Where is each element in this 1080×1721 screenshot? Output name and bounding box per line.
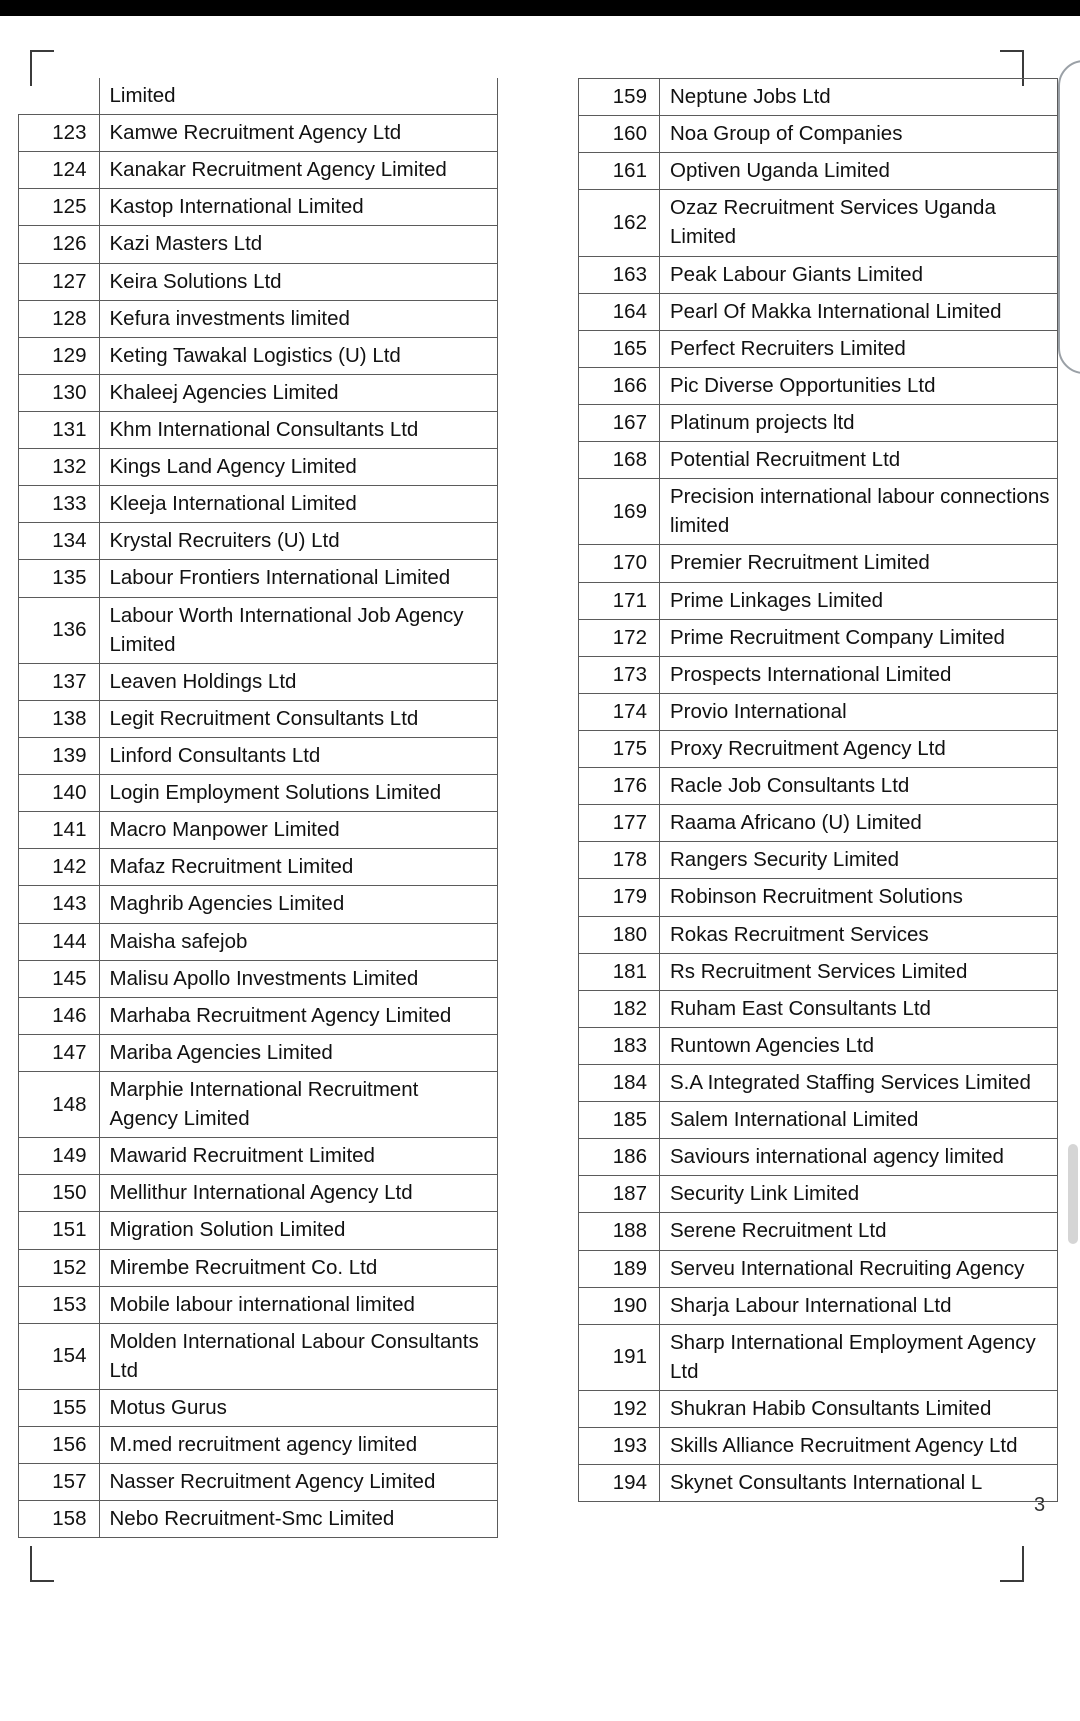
row-number: 184 bbox=[579, 1064, 660, 1101]
agency-name: Mellithur International Agency Ltd bbox=[99, 1175, 498, 1212]
table-row bbox=[19, 1034, 498, 1071]
table-row bbox=[579, 768, 1058, 805]
table-row bbox=[19, 849, 498, 886]
agency-name: Skynet Consultants International L bbox=[660, 1465, 1058, 1502]
agency-name: Salem International Limited bbox=[660, 1102, 1058, 1139]
agency-name: Nebo Recruitment-Smc Limited bbox=[99, 1501, 498, 1538]
agency-name: Keira Solutions Ltd bbox=[99, 263, 498, 300]
agency-name: Premier Recruitment Limited bbox=[660, 545, 1058, 582]
table-row bbox=[19, 960, 498, 997]
agency-name: Pearl Of Makka International Limited bbox=[660, 293, 1058, 330]
agency-name: Mirembe Recruitment Co. Ltd bbox=[99, 1249, 498, 1286]
agency-name: Migration Solution Limited bbox=[99, 1212, 498, 1249]
row-number: 128 bbox=[19, 300, 100, 337]
agency-name: Precision international labour connections limited bbox=[660, 479, 1058, 545]
table-row bbox=[19, 1464, 498, 1501]
table-row bbox=[579, 116, 1058, 153]
table-row bbox=[579, 582, 1058, 619]
table-row bbox=[19, 597, 498, 663]
agency-name: Provio International bbox=[660, 693, 1058, 730]
table-row bbox=[579, 545, 1058, 582]
row-number: 153 bbox=[19, 1286, 100, 1323]
table-row bbox=[19, 1249, 498, 1286]
row-number: 137 bbox=[19, 663, 100, 700]
table-row bbox=[19, 1427, 498, 1464]
agency-name: Nasser Recruitment Agency Limited bbox=[99, 1464, 498, 1501]
table-row bbox=[579, 1390, 1058, 1427]
table-row bbox=[579, 1064, 1058, 1101]
table-row bbox=[19, 886, 498, 923]
row-number: 185 bbox=[579, 1102, 660, 1139]
row-number: 166 bbox=[579, 367, 660, 404]
table-row bbox=[579, 190, 1058, 256]
agency-name: Kamwe Recruitment Agency Ltd bbox=[99, 115, 498, 152]
table-row bbox=[579, 1176, 1058, 1213]
table-row bbox=[579, 367, 1058, 404]
table-row bbox=[579, 990, 1058, 1027]
table-row bbox=[19, 449, 498, 486]
agency-name: Proxy Recruitment Agency Ltd bbox=[660, 730, 1058, 767]
agency-name: Maisha safejob bbox=[99, 923, 498, 960]
agency-name: Mafaz Recruitment Limited bbox=[99, 849, 498, 886]
table-row bbox=[579, 256, 1058, 293]
agency-name: Linford Consultants Ltd bbox=[99, 737, 498, 774]
agency-name: Labour Worth International Job Agency Limited bbox=[99, 597, 498, 663]
table-row bbox=[19, 812, 498, 849]
table-row bbox=[19, 226, 498, 263]
row-number: 167 bbox=[579, 404, 660, 441]
row-number: 186 bbox=[579, 1139, 660, 1176]
row-number: 157 bbox=[19, 1464, 100, 1501]
table-row bbox=[579, 1287, 1058, 1324]
right-column bbox=[578, 78, 1058, 1538]
row-number: 178 bbox=[579, 842, 660, 879]
table-row bbox=[579, 1465, 1058, 1502]
row-number: 190 bbox=[579, 1287, 660, 1324]
table-row bbox=[19, 1212, 498, 1249]
table-row bbox=[19, 523, 498, 560]
agency-name: Serveu International Recruiting Agency bbox=[660, 1250, 1058, 1287]
agency-table-left bbox=[18, 78, 498, 1538]
row-number: 171 bbox=[579, 582, 660, 619]
agency-name: Runtown Agencies Ltd bbox=[660, 1027, 1058, 1064]
row-number: 129 bbox=[19, 337, 100, 374]
row-number: 191 bbox=[579, 1324, 660, 1390]
row-number: 126 bbox=[19, 226, 100, 263]
table-row bbox=[579, 805, 1058, 842]
table-row bbox=[19, 300, 498, 337]
agency-name: Molden International Labour Consultants Ltd bbox=[99, 1323, 498, 1389]
agency-name: Ruham East Consultants Ltd bbox=[660, 990, 1058, 1027]
agency-name: Marphie International Recruitment Agency Limited bbox=[99, 1071, 498, 1137]
row-number: 180 bbox=[579, 916, 660, 953]
table-row bbox=[19, 189, 498, 226]
row-number: 136 bbox=[19, 597, 100, 663]
table-row bbox=[19, 115, 498, 152]
table-row bbox=[19, 997, 498, 1034]
table-row bbox=[579, 1027, 1058, 1064]
agency-name: Noa Group of Companies bbox=[660, 116, 1058, 153]
agency-name: Saviours international agency limited bbox=[660, 1139, 1058, 1176]
page-number: 3 bbox=[1034, 1494, 1046, 1516]
table-row bbox=[579, 479, 1058, 545]
row-number: 188 bbox=[579, 1213, 660, 1250]
row-number: 131 bbox=[19, 411, 100, 448]
row-number: 123 bbox=[19, 115, 100, 152]
agency-name: Khaleej Agencies Limited bbox=[99, 374, 498, 411]
row-number: 175 bbox=[579, 730, 660, 767]
row-number: 143 bbox=[19, 886, 100, 923]
row-number: 130 bbox=[19, 374, 100, 411]
document-page bbox=[0, 16, 1080, 1721]
agency-name: Shukran Habib Consultants Limited bbox=[660, 1390, 1058, 1427]
agency-name: Khm International Consultants Ltd bbox=[99, 411, 498, 448]
row-number: 142 bbox=[19, 849, 100, 886]
row-number: 154 bbox=[19, 1323, 100, 1389]
row-number: 133 bbox=[19, 486, 100, 523]
row-number: 155 bbox=[19, 1389, 100, 1426]
agency-name: Perfect Recruiters Limited bbox=[660, 330, 1058, 367]
agency-name: Security Link Limited bbox=[660, 1176, 1058, 1213]
row-number: 173 bbox=[579, 656, 660, 693]
table-row bbox=[19, 374, 498, 411]
row-number: 144 bbox=[19, 923, 100, 960]
table-row bbox=[579, 1102, 1058, 1139]
table-row bbox=[19, 923, 498, 960]
row-number: 156 bbox=[19, 1427, 100, 1464]
table-row bbox=[579, 1324, 1058, 1390]
agency-name: Macro Manpower Limited bbox=[99, 812, 498, 849]
row-number: 160 bbox=[579, 116, 660, 153]
row-number: 189 bbox=[579, 1250, 660, 1287]
agency-name: Malisu Apollo Investments Limited bbox=[99, 960, 498, 997]
table-row bbox=[579, 1428, 1058, 1465]
row-number: 141 bbox=[19, 812, 100, 849]
row-number: 170 bbox=[579, 545, 660, 582]
table-row bbox=[19, 1323, 498, 1389]
row-number: 183 bbox=[579, 1027, 660, 1064]
table-row bbox=[579, 1139, 1058, 1176]
table-row bbox=[579, 656, 1058, 693]
row-number: 177 bbox=[579, 805, 660, 842]
row-number: 182 bbox=[579, 990, 660, 1027]
row-number: 146 bbox=[19, 997, 100, 1034]
row-number: 139 bbox=[19, 737, 100, 774]
row-number: 127 bbox=[19, 263, 100, 300]
agency-name: Labour Frontiers International Limited bbox=[99, 560, 498, 597]
table-row bbox=[19, 263, 498, 300]
table-row bbox=[579, 293, 1058, 330]
crop-mark-bottom-right bbox=[1000, 1546, 1024, 1582]
table-row bbox=[579, 730, 1058, 767]
table-row bbox=[19, 411, 498, 448]
row-number: 134 bbox=[19, 523, 100, 560]
row-number: 169 bbox=[579, 479, 660, 545]
agency-name: Prime Linkages Limited bbox=[660, 582, 1058, 619]
agency-name: Racle Job Consultants Ltd bbox=[660, 768, 1058, 805]
agency-name: Optiven Uganda Limited bbox=[660, 153, 1058, 190]
row-number bbox=[19, 78, 100, 115]
two-column-list bbox=[0, 78, 1080, 1538]
row-number: 138 bbox=[19, 700, 100, 737]
table-row bbox=[19, 78, 498, 115]
agency-name: Mariba Agencies Limited bbox=[99, 1034, 498, 1071]
agency-name: Limited bbox=[99, 78, 498, 115]
table-row bbox=[579, 953, 1058, 990]
row-number: 174 bbox=[579, 693, 660, 730]
row-number: 135 bbox=[19, 560, 100, 597]
row-number: 187 bbox=[579, 1176, 660, 1213]
agency-name: Potential Recruitment Ltd bbox=[660, 442, 1058, 479]
agency-name: Neptune Jobs Ltd bbox=[660, 79, 1058, 116]
row-number: 194 bbox=[579, 1465, 660, 1502]
row-number: 150 bbox=[19, 1175, 100, 1212]
agency-name: Pic Diverse Opportunities Ltd bbox=[660, 367, 1058, 404]
row-number: 162 bbox=[579, 190, 660, 256]
row-number: 163 bbox=[579, 256, 660, 293]
row-number: 140 bbox=[19, 775, 100, 812]
table-row bbox=[19, 1501, 498, 1538]
row-number: 192 bbox=[579, 1390, 660, 1427]
agency-name: Kazi Masters Ltd bbox=[99, 226, 498, 263]
agency-name: S.A Integrated Staffing Services Limited bbox=[660, 1064, 1058, 1101]
row-number: 161 bbox=[579, 153, 660, 190]
agency-name: Rs Recruitment Services Limited bbox=[660, 953, 1058, 990]
table-row bbox=[19, 700, 498, 737]
table-row bbox=[579, 330, 1058, 367]
top-black-bar bbox=[0, 0, 1080, 16]
row-number: 159 bbox=[579, 79, 660, 116]
table-row bbox=[19, 1389, 498, 1426]
row-number: 158 bbox=[19, 1501, 100, 1538]
agency-name: Prospects International Limited bbox=[660, 656, 1058, 693]
table-row bbox=[19, 1175, 498, 1212]
row-number: 176 bbox=[579, 768, 660, 805]
agency-name: Krystal Recruiters (U) Ltd bbox=[99, 523, 498, 560]
crop-mark-bottom-left bbox=[30, 1546, 54, 1582]
table-row bbox=[19, 737, 498, 774]
agency-name: Motus Gurus bbox=[99, 1389, 498, 1426]
table-row bbox=[579, 153, 1058, 190]
agency-name: Platinum projects ltd bbox=[660, 404, 1058, 441]
row-number: 193 bbox=[579, 1428, 660, 1465]
agency-name: Kastop International Limited bbox=[99, 189, 498, 226]
table-row bbox=[579, 79, 1058, 116]
agency-name: Keting Tawakal Logistics (U) Ltd bbox=[99, 337, 498, 374]
agency-name: Maghrib Agencies Limited bbox=[99, 886, 498, 923]
agency-name: M.med recruitment agency limited bbox=[99, 1427, 498, 1464]
agency-name: Kings Land Agency Limited bbox=[99, 449, 498, 486]
row-number: 149 bbox=[19, 1138, 100, 1175]
table-row bbox=[19, 1286, 498, 1323]
agency-name: Peak Labour Giants Limited bbox=[660, 256, 1058, 293]
row-number: 164 bbox=[579, 293, 660, 330]
table-row bbox=[19, 560, 498, 597]
table-row bbox=[19, 486, 498, 523]
agency-name: Sharja Labour International Ltd bbox=[660, 1287, 1058, 1324]
table-row bbox=[579, 916, 1058, 953]
row-number: 147 bbox=[19, 1034, 100, 1071]
row-number: 148 bbox=[19, 1071, 100, 1137]
agency-name: Mobile labour international limited bbox=[99, 1286, 498, 1323]
agency-name: Marhaba Recruitment Agency Limited bbox=[99, 997, 498, 1034]
left-column bbox=[18, 78, 498, 1538]
row-number: 179 bbox=[579, 879, 660, 916]
agency-name: Ozaz Recruitment Services Uganda Limited bbox=[660, 190, 1058, 256]
agency-table-right bbox=[578, 78, 1058, 1502]
agency-name: Legit Recruitment Consultants Ltd bbox=[99, 700, 498, 737]
table-row bbox=[19, 663, 498, 700]
agency-name: Rangers Security Limited bbox=[660, 842, 1058, 879]
agency-name: Sharp International Employment Agency Ltd bbox=[660, 1324, 1058, 1390]
table-row bbox=[19, 152, 498, 189]
row-number: 181 bbox=[579, 953, 660, 990]
table-row bbox=[579, 1213, 1058, 1250]
row-number: 172 bbox=[579, 619, 660, 656]
row-number: 168 bbox=[579, 442, 660, 479]
row-number: 132 bbox=[19, 449, 100, 486]
row-number: 125 bbox=[19, 189, 100, 226]
agency-name: Kleeja International Limited bbox=[99, 486, 498, 523]
table-row bbox=[579, 842, 1058, 879]
agency-name: Kefura investments limited bbox=[99, 300, 498, 337]
agency-name: Robinson Recruitment Solutions bbox=[660, 879, 1058, 916]
table-row bbox=[579, 619, 1058, 656]
row-number: 165 bbox=[579, 330, 660, 367]
agency-name: Kanakar Recruitment Agency Limited bbox=[99, 152, 498, 189]
table-row bbox=[579, 693, 1058, 730]
table-row bbox=[19, 775, 498, 812]
agency-name: Mawarid Recruitment Limited bbox=[99, 1138, 498, 1175]
agency-name: Rokas Recruitment Services bbox=[660, 916, 1058, 953]
table-row bbox=[579, 879, 1058, 916]
table-row bbox=[579, 1250, 1058, 1287]
table-row bbox=[19, 1071, 498, 1137]
row-number: 145 bbox=[19, 960, 100, 997]
agency-name: Serene Recruitment Ltd bbox=[660, 1213, 1058, 1250]
agency-name: Skills Alliance Recruitment Agency Ltd bbox=[660, 1428, 1058, 1465]
agency-name: Raama Africano (U) Limited bbox=[660, 805, 1058, 842]
table-row bbox=[579, 442, 1058, 479]
row-number: 152 bbox=[19, 1249, 100, 1286]
row-number: 151 bbox=[19, 1212, 100, 1249]
table-row bbox=[19, 1138, 498, 1175]
agency-name: Leaven Holdings Ltd bbox=[99, 663, 498, 700]
row-number: 124 bbox=[19, 152, 100, 189]
table-row bbox=[579, 404, 1058, 441]
agency-name: Prime Recruitment Company Limited bbox=[660, 619, 1058, 656]
table-row bbox=[19, 337, 498, 374]
agency-name: Login Employment Solutions Limited bbox=[99, 775, 498, 812]
